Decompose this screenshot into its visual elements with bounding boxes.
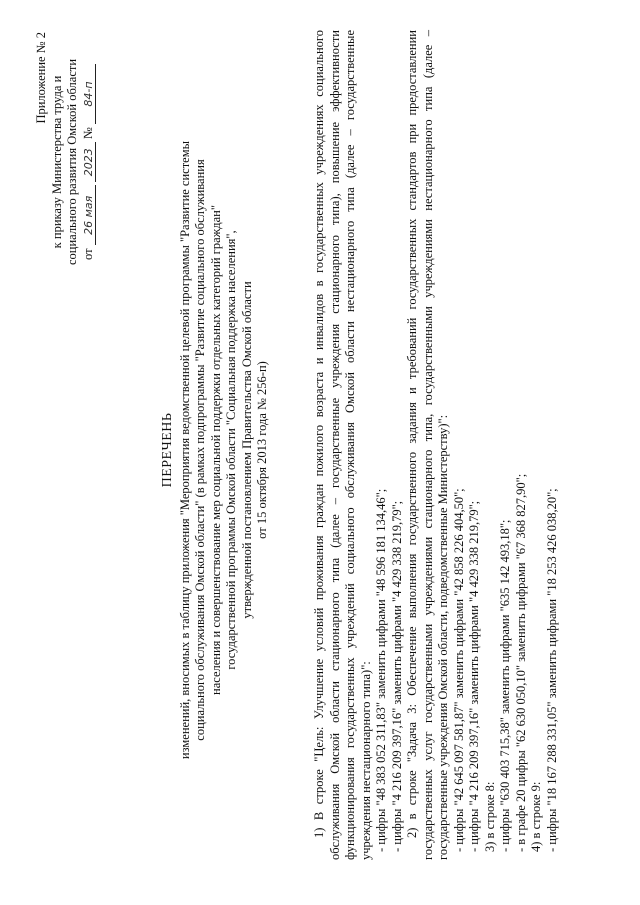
heading-line-3: населения и совершенствование мер социальной поддержки отдельных категорий граждан" [208, 205, 223, 695]
paragraph-2: 2) в строке "Задача 3: Обеспечение выполнения государственного задания и требований государственных стандартов при предоставлении государственных услуг государственными учреждениями стационарного типа, государственными учреждениями нестационарного типа (далее – государственные учреждения Омской области, подведомственные Министерству)": [405, 30, 450, 860]
list-item: - цифры "4 216 209 397,16" заменить цифрами "4 429 338 219,79"; [467, 500, 481, 852]
list-item: - цифры "48 383 052 311,83" заменить цифрами "48 596 181 134,46"; [374, 488, 388, 852]
document-title: ПЕРЕЧЕНЬ [160, 412, 175, 488]
appendix-number: Приложение № 2 [34, 32, 48, 124]
heading-line-1: изменений, вносимых в таблицу приложения "Мероприятия ведомственной целевой программы "Развитие системы [177, 140, 192, 760]
document-heading [160, 40, 271, 860]
heading-line-2: социального обслуживания Омской области" (в рамках подпрограммы "Развитие социального обслуживания [193, 159, 207, 741]
order-number-handwritten: 84-п [82, 64, 96, 124]
list-item: - цифры "630 403 715,38" заменить цифрами "635 142 493,18"; [498, 519, 512, 852]
heading-line-5: утвержденной постановлением Правительства Омской области [239, 281, 254, 619]
list-item: - в графе 20 цифры "62 630 050,10" заменить цифрами "67 368 827,90"; [513, 473, 528, 852]
appendix-ministry-line: социального развития Омской области [65, 58, 79, 266]
heading-line-4: государственной программы Омской области "Социальная поддержка населения", [224, 230, 238, 670]
appendix-date-line [81, 32, 97, 292]
appendix-order-line: к приказу Министерства труда и [49, 75, 64, 249]
list-item: - цифры "42 645 097 581,87" заменить цифрами "42 858 226 404,50"; [451, 488, 466, 852]
number-prefix: № [80, 127, 95, 140]
list-item: - цифры "4 216 209 397,16" заменить цифрами "4 429 338 219,79"; [389, 500, 404, 852]
list-item: - цифры "18 167 288 331,05" заменить цифрами "18 253 426 038,20"; [544, 488, 559, 852]
paragraph-4: 4) в строке 9: [529, 781, 543, 852]
paragraph-3: 3) в строке 8: [482, 781, 497, 852]
appendix-header [34, 32, 96, 292]
rotated-document [20, 20, 620, 880]
date-prefix: от [80, 248, 95, 260]
date-year-handwritten: 2023 [82, 142, 96, 182]
heading-line-6: от 15 октября 2013 года № 256-п) [255, 361, 269, 539]
document-body [312, 30, 560, 860]
paragraph-1: 1) В строке "Цель: Улучшение условий проживания граждан пожилого возраста и инвалидов в государственных учреждениях социального обслуживания Омской области стационарного типа (далее – государственные учреждения стационарного типа), повышение эффективности функционирования государственных учреждений социального обслуживания Омской области нестационарного типа (далее – государственные учреждения нестационарного типа)": [312, 30, 373, 860]
date-day-handwritten: 26 мая [82, 185, 96, 245]
